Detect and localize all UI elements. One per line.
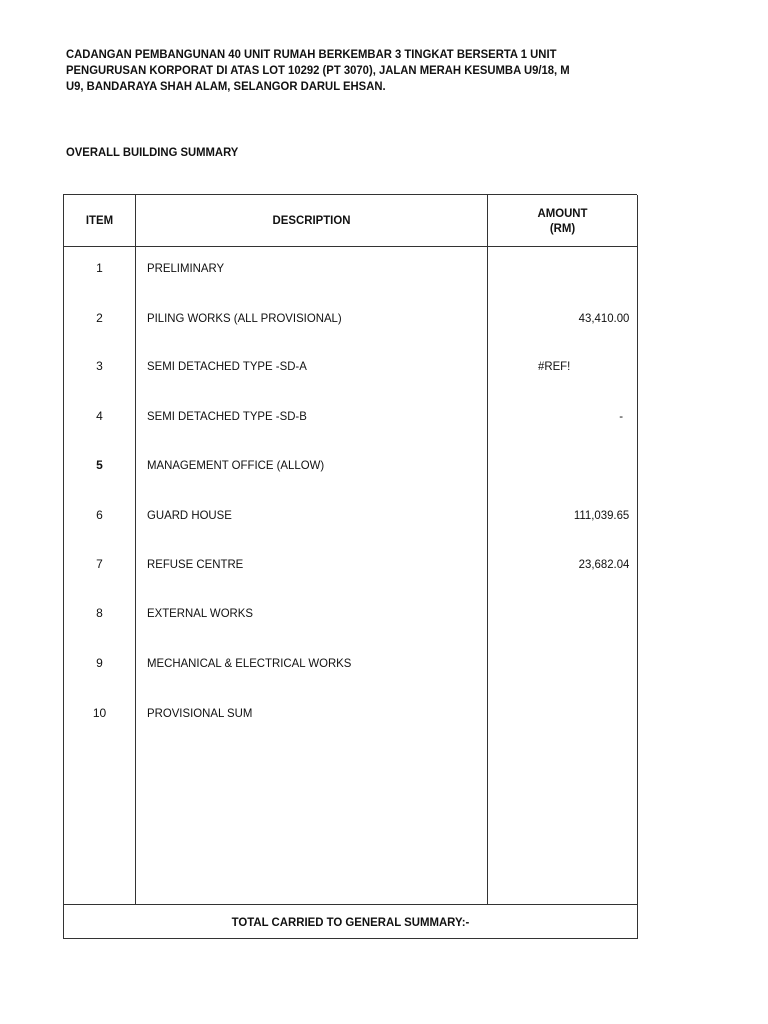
header-amount bbox=[492, 195, 634, 246]
table-row bbox=[64, 653, 638, 673]
row-description: GUARD HOUSE bbox=[147, 508, 232, 522]
header-amount-unit: (RM) bbox=[549, 220, 576, 235]
header-item: ITEM bbox=[85, 213, 114, 227]
heading-line-3: U9, BANDARAYA SHAH ALAM, SELANGOR DARUL EHSAN. bbox=[66, 79, 386, 93]
row-item-number: 4 bbox=[96, 409, 103, 423]
table-row bbox=[64, 308, 638, 328]
row-amount: 43,410.00 bbox=[578, 311, 629, 325]
row-description: SEMI DETACHED TYPE -SD-A bbox=[147, 359, 307, 373]
row-item-number: 1 bbox=[96, 261, 103, 275]
row-item-number: 3 bbox=[96, 359, 103, 373]
header-divider bbox=[64, 246, 638, 247]
table-row bbox=[64, 603, 638, 623]
row-description: PILING WORKS (ALL PROVISIONAL) bbox=[147, 311, 342, 325]
section-title: OVERALL BUILDING SUMMARY bbox=[66, 145, 239, 159]
row-amount: #REF! bbox=[538, 359, 571, 373]
row-item-number: 6 bbox=[96, 508, 103, 522]
row-description: MANAGEMENT OFFICE (ALLOW) bbox=[147, 458, 325, 472]
row-item-number: 5 bbox=[96, 458, 103, 472]
table-row bbox=[64, 356, 638, 376]
column-divider-item bbox=[135, 195, 136, 904]
row-amount: - bbox=[619, 409, 623, 423]
table-row bbox=[64, 455, 638, 475]
row-amount: 111,039.65 bbox=[573, 508, 629, 522]
heading-line-1: CADANGAN PEMBANGUNAN 40 UNIT RUMAH BERKEMBAR 3 TINGKAT BERSERTA 1 UNIT bbox=[66, 47, 557, 61]
row-description: REFUSE CENTRE bbox=[147, 557, 244, 571]
document-heading bbox=[66, 46, 600, 94]
row-description: SEMI DETACHED TYPE -SD-B bbox=[147, 409, 307, 423]
column-divider-description bbox=[487, 195, 488, 904]
row-description: PROVISIONAL SUM bbox=[147, 706, 253, 720]
row-description: MECHANICAL & ELECTRICAL WORKS bbox=[147, 656, 352, 670]
row-item-number: 8 bbox=[96, 606, 103, 620]
row-amount: 23,682.04 bbox=[578, 557, 629, 571]
table-row bbox=[64, 258, 638, 278]
summary-table bbox=[63, 194, 637, 939]
table-row bbox=[64, 554, 638, 574]
row-item-number: 9 bbox=[96, 656, 103, 670]
row-item-number: 2 bbox=[96, 311, 103, 325]
heading-line-2: PENGURUSAN KORPORAT DI ATAS LOT 10292 (PT 3070), JALAN MERAH KESUMBA U9/18, M bbox=[66, 63, 570, 77]
row-item-number: 7 bbox=[96, 557, 103, 571]
table-row bbox=[64, 703, 638, 723]
row-description: EXTERNAL WORKS bbox=[147, 606, 253, 620]
row-description: PRELIMINARY bbox=[147, 261, 225, 275]
table-row bbox=[64, 406, 638, 426]
row-item-number: 10 bbox=[92, 706, 107, 720]
total-carried-label: TOTAL CARRIED TO GENERAL SUMMARY:- bbox=[231, 915, 470, 929]
table-row bbox=[64, 505, 638, 525]
header-description: DESCRIPTION bbox=[272, 213, 351, 227]
header-amount-label: AMOUNT bbox=[537, 205, 588, 220]
